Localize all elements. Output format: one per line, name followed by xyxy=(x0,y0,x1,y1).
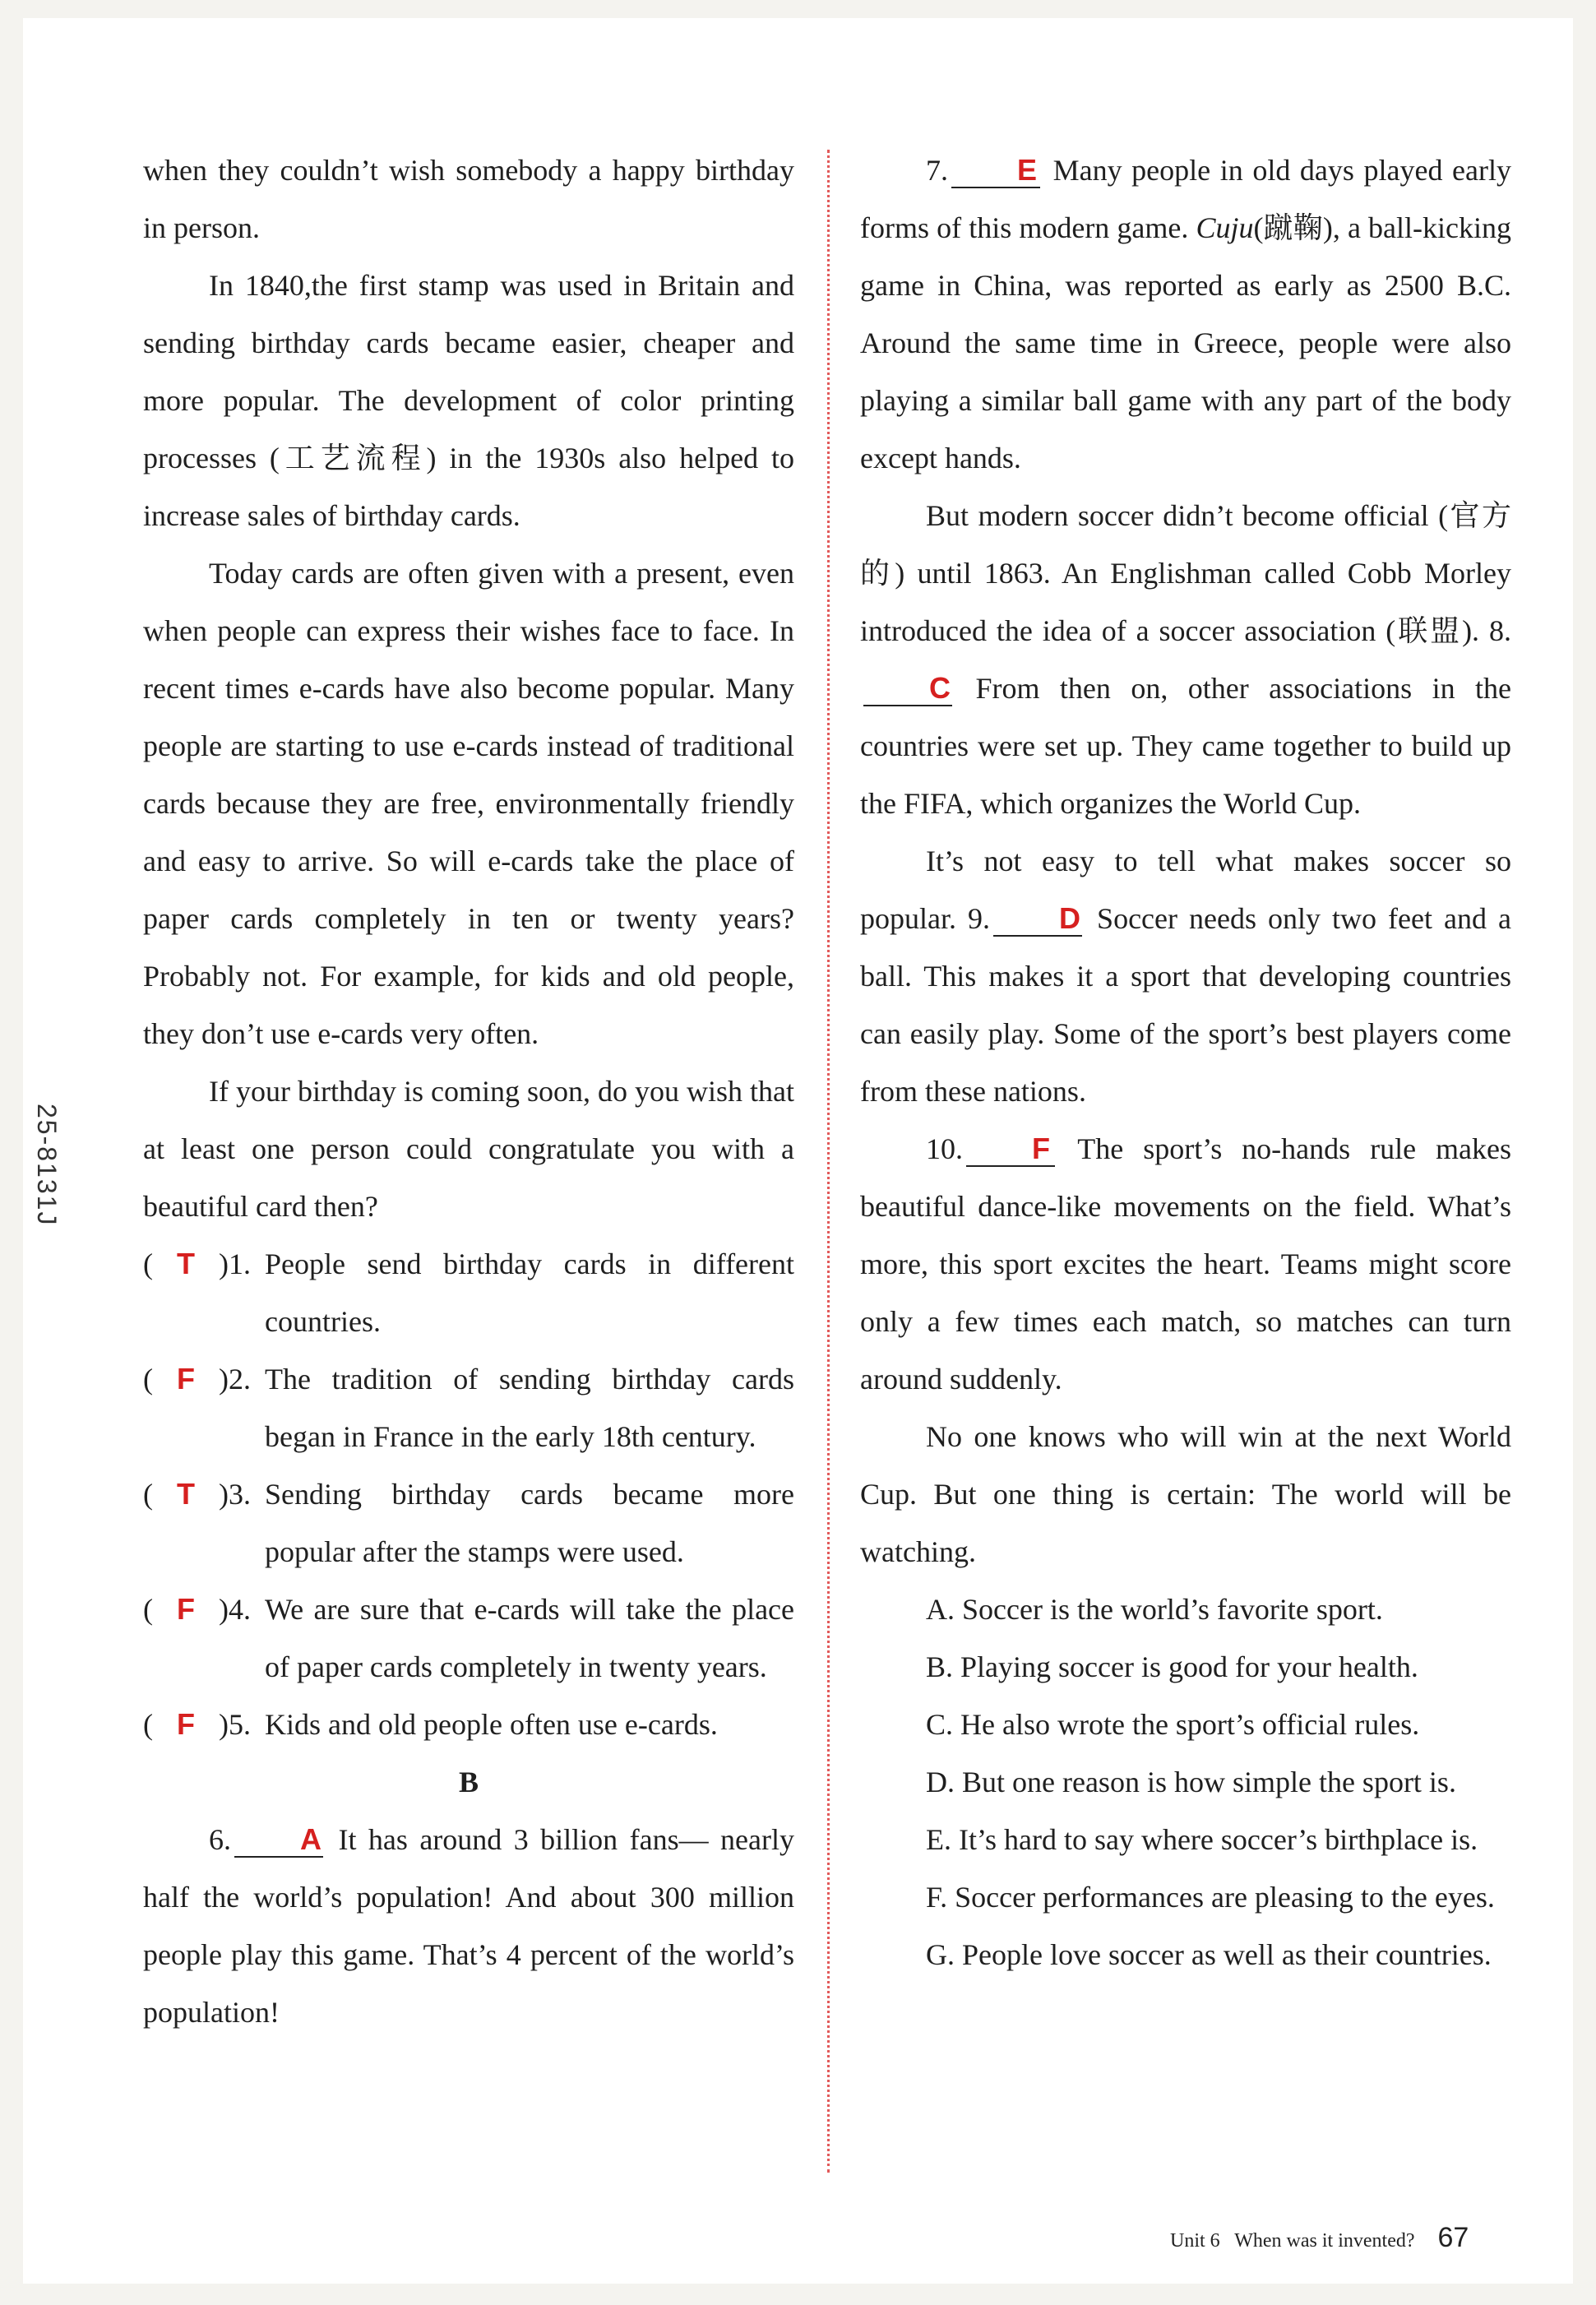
blank-6 xyxy=(234,1823,323,1858)
answer-6: A xyxy=(300,1822,322,1856)
blank-10 xyxy=(966,1132,1055,1167)
paragraph-3: Today cards are often given with a present, even when people can express their wishes face to face. In recent times e-cards have also become popular. Many people are starting to use e-cards instead of traditional cards because they are free, environmentally friendly and easy to arrive. So will e-cards take the place of paper cards completely in ten or twenty years? Probably not. For example, for kids and old people, they don’t use e-cards very often. xyxy=(143,557,794,1050)
question-3: ( T )3. Sending birthday cards became more popular after the stamps were used. xyxy=(143,1465,794,1581)
workbook-page xyxy=(23,18,1573,2284)
blank-9 xyxy=(993,902,1082,937)
paragraph-2: In 1840,the first stamp was used in Britain and sending birthday cards became easier, cheaper and more popular. The development of color printing processes (工艺流程) in the 1930s also helped to increase sales of birthday cards. xyxy=(143,269,794,532)
question-4: ( F )4. We are sure that e-cards will take the place of paper cards completely in twenty years. xyxy=(143,1581,794,1696)
question-5-text: Kids and old people often use e-cards. xyxy=(265,1708,718,1741)
footer-unit: Unit 6 xyxy=(1170,2230,1220,2252)
paragraph-8: But modern soccer didn’t become official (官方的) until 1863. An Englishman called Cobb Morley introduced the idea of a soccer association (联盟). 8.C From then on, other associations in the countries were set up. They came together to build up the FIFA, which organizes the World Cup. xyxy=(860,499,1512,820)
paragraph-7: 7. E Many people in old days played early forms of this modern game. Cuju(蹴鞠), a ball-kicking game in China, was reported as early as 2500 B.C. Around the same time in Greece, people were also playing a similar ball game with any part of the body except hands. xyxy=(860,153,1511,474)
answer-4: F xyxy=(177,1592,195,1626)
option-g: G. People love soccer as well as their countries. xyxy=(926,1938,1492,1971)
column-divider xyxy=(827,150,830,2173)
answer-3: T xyxy=(177,1477,195,1511)
paragraph-10: 10. F The sport’s no-hands rule makes beautiful dance-like movements on the field. What’s more, this sport excites the heart. Teams might score only a few times each match, so matches can turn around suddenly. xyxy=(860,1132,1511,1395)
answer-9: D xyxy=(1059,901,1081,935)
option-a: A. Soccer is the world’s favorite sport. xyxy=(926,1593,1383,1626)
option-e: E. It’s hard to say where soccer’s birthplace is. xyxy=(926,1823,1478,1856)
cuju-term: Cuju xyxy=(1196,211,1254,244)
answer-5: F xyxy=(177,1707,195,1741)
question-1-text: People send birthday cards in different countries. xyxy=(265,1247,794,1338)
answer-8: C xyxy=(929,671,951,705)
paragraph-6: 6. A It has around 3 billion fans— nearly half the world’s population! And about 300 million people play this game. That’s 4 percent of the world’s population! xyxy=(143,1822,794,2029)
option-f: F. Soccer performances are pleasing to the eyes. xyxy=(926,1881,1495,1914)
right-column xyxy=(860,141,1511,1983)
blank-7 xyxy=(951,154,1040,188)
question-5: ( F )5. Kids and old people often use e-cards. xyxy=(143,1696,794,1753)
answer-10: F xyxy=(1032,1132,1050,1165)
option-d: D. But one reason is how simple the sport is. xyxy=(926,1766,1456,1798)
side-code: 25-8131J xyxy=(32,1104,62,1227)
paragraph-9: It’s not easy to tell what makes soccer so popular. 9. D Soccer needs only two feet and a ball. This makes it a sport that developing countries can easily play. Some of the sport’s best players come from these nations. xyxy=(860,845,1512,1108)
page-number: 67 xyxy=(1437,2222,1469,2253)
paragraph-1: when they couldn’t wish somebody a happy birthday in person. xyxy=(143,154,794,244)
option-b: B. Playing soccer is good for your health. xyxy=(926,1650,1418,1683)
section-b-heading: B xyxy=(458,1766,479,1798)
footer-title: When was it invented? xyxy=(1234,2230,1415,2252)
answer-1: T xyxy=(177,1247,195,1280)
question-2-text: The tradition of sending birthday cards began in France in the early 18th century. xyxy=(265,1363,794,1453)
paragraph-4: If your birthday is coming soon, do you wish that at least one person could congratulate you with a beautiful card then? xyxy=(143,1075,794,1223)
question-3-text: Sending birthday cards became more popular after the stamps were used. xyxy=(265,1478,794,1568)
question-2: ( F )2. The tradition of sending birthday cards began in France in the early 18th century. xyxy=(143,1350,794,1465)
paragraph-11: No one knows who will win at the next World Cup. But one thing is certain: The world will be watching. xyxy=(860,1420,1511,1568)
answer-7: E xyxy=(1017,153,1038,187)
option-c: C. He also wrote the sport’s official rules. xyxy=(926,1708,1420,1741)
left-column xyxy=(143,141,794,2041)
question-1: ( T )1. People send birthday cards in different countries. xyxy=(143,1235,794,1350)
answer-2: F xyxy=(177,1362,195,1395)
blank-8 xyxy=(863,672,952,706)
question-4-text: We are sure that e-cards will take the place of paper cards completely in twenty years. xyxy=(265,1593,794,1683)
page-footer xyxy=(1170,2222,1469,2254)
